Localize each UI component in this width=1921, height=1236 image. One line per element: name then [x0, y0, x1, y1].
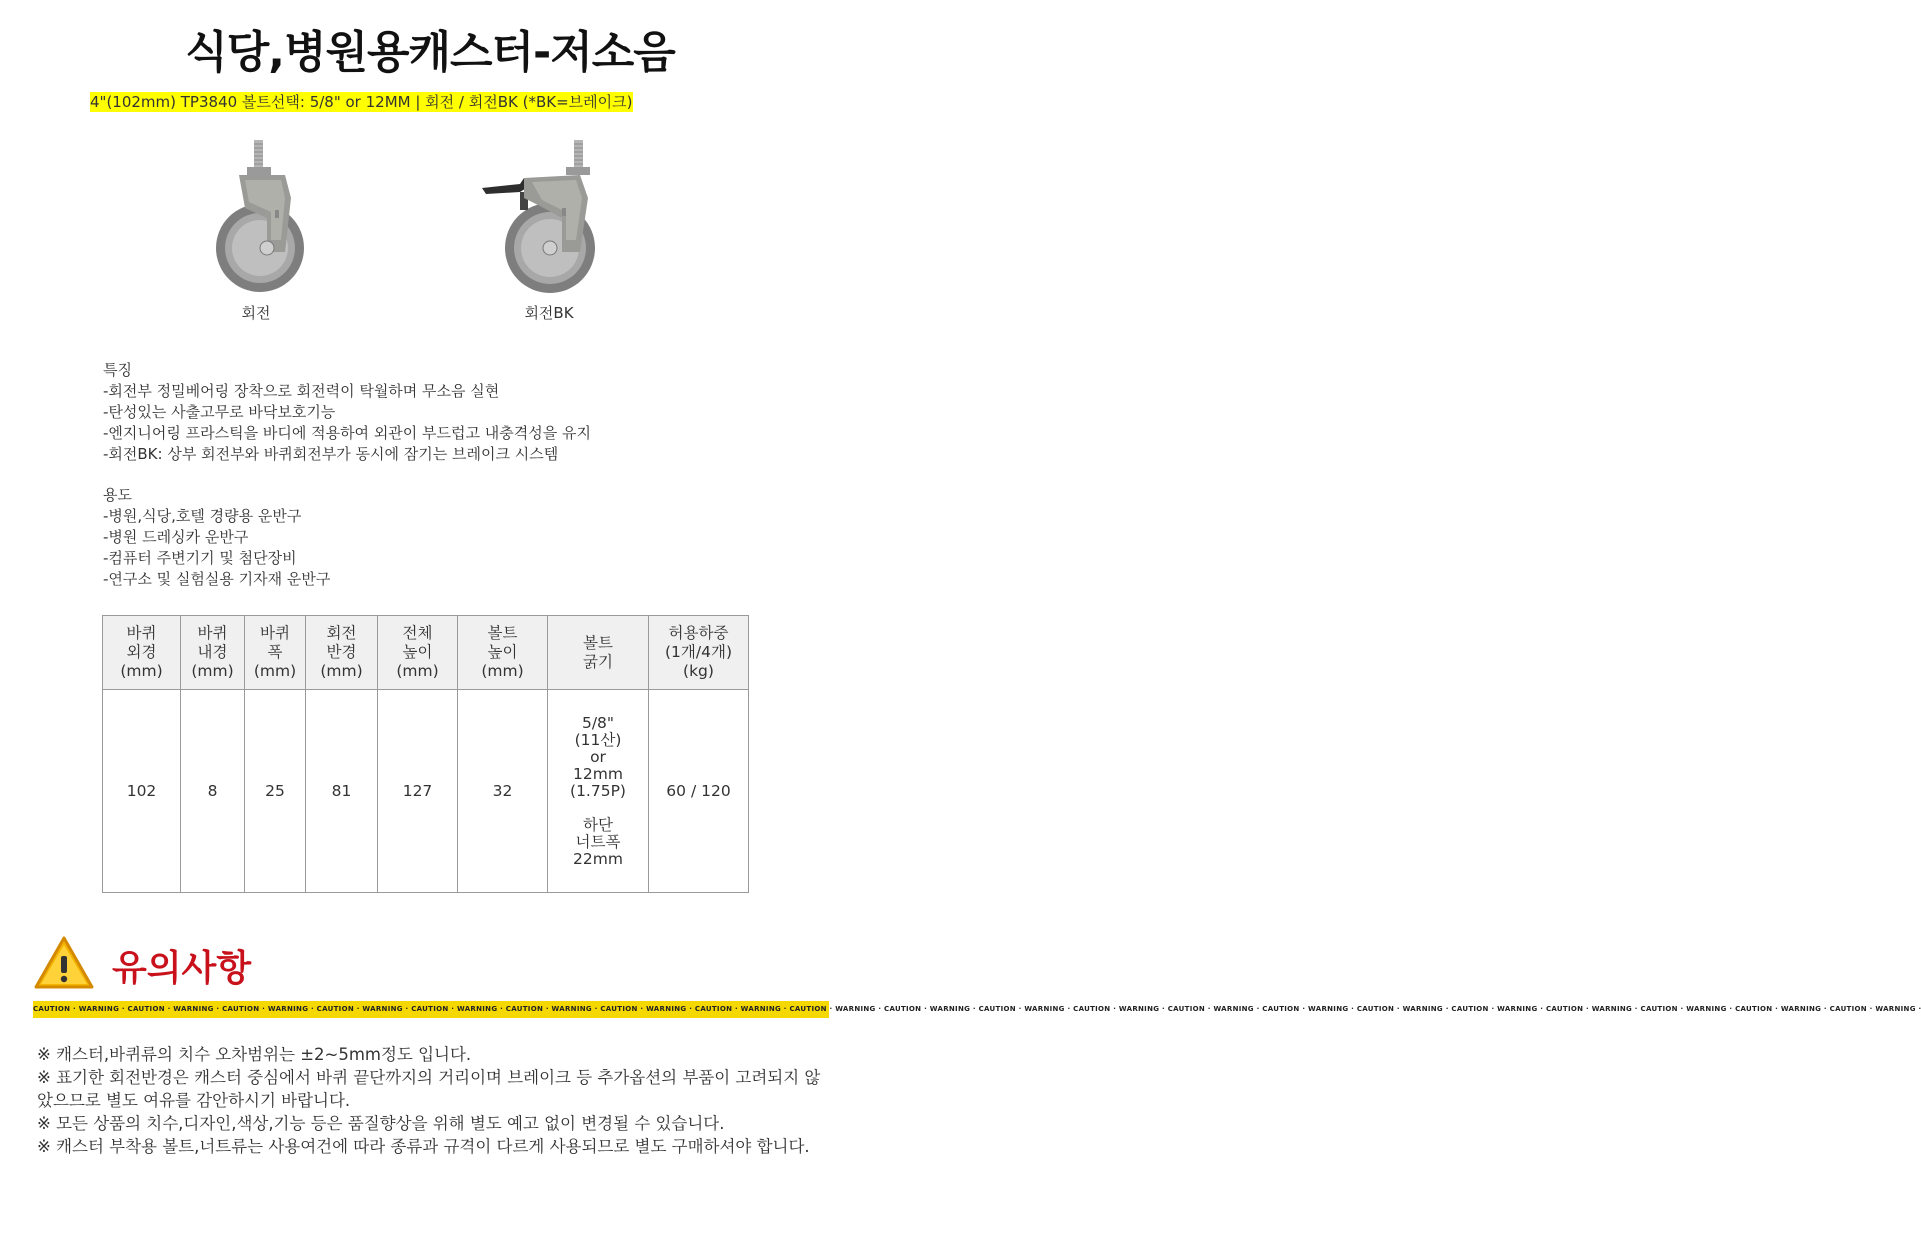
header-wheel-inner: 바퀴 내경 (mm) [181, 616, 245, 690]
header-bolt-height: 볼트 높이 (mm) [458, 616, 548, 690]
notes-section [37, 1043, 827, 1158]
feature-item: -탄성있는 사출고무로 바닥보호기능 [103, 403, 336, 421]
use-item: -병원 드레싱카 운반구 [103, 528, 249, 546]
subtitle-banner [90, 91, 633, 112]
spec-data-row [103, 690, 749, 893]
swivel-caster-image [205, 140, 315, 300]
features-heading: 특징 [103, 361, 132, 379]
table-cell: 32 [458, 690, 548, 893]
uses-heading: 용도 [103, 486, 132, 504]
subtitle-text: 4"(102mm) TP3840 볼트선택: 5/8" or 12MM | 회전 / 회전BK (*BK=브레이크) [90, 93, 633, 111]
note-item: ※ 캐스터 부착용 볼트,너트류는 사용여건에 따라 종류과 규격이 다르게 사용되므로 별도 구매하셔야 합니다. [37, 1137, 810, 1156]
table-cell: 81 [306, 690, 378, 893]
table-cell: 25 [245, 690, 306, 893]
use-item: -컴퓨터 주변기기 및 첨단장비 [103, 549, 297, 567]
note-item: ※ 모든 상품의 치수,디자인,색상,기능 등은 품질향상을 위해 별도 예고 없이 변경될 수 있습니다. [37, 1114, 725, 1133]
use-item: -병원,식당,호텔 경량용 운반구 [103, 507, 302, 525]
header-wheel-width: 바퀴 폭 (mm) [245, 616, 306, 690]
swivel-brake-caption: 회전BK [524, 304, 574, 322]
table-cell: 60 / 120 [649, 690, 749, 893]
header-swivel-radius: 회전 반경 (mm) [306, 616, 378, 690]
feature-item: -엔지니어링 프라스틱을 바디에 적용하여 외관이 부드럽고 내충격성을 유지 [103, 424, 591, 442]
uses-section [103, 485, 330, 590]
header-load-capacity: 허용하중 (1개/4개) (kg) [649, 616, 749, 690]
header-wheel-diameter: 바퀴 외경 (mm) [103, 616, 181, 690]
warning-triangle-icon [33, 935, 95, 995]
bolt-spec-cell: 5/8" (11산) or 12mm (1.75P) 하단 너트폭 22mm [548, 690, 649, 893]
swivel-brake-caster-image [480, 140, 610, 300]
swivel-caption: 회전 [241, 304, 271, 322]
features-section [103, 360, 591, 465]
caution-tape-text: CAUTION · WARNING · CAUTION · WARNING · CAUTION · WARNING · CAUTION · WARNING · CAUTION · WARNING · CAUTION · WARNING · CAUTION · WARNING · CAUTION · WARNING · CAUTION · WARNING · CAUTION · WARNING · CAUTION · WARNING · CAUTION · WARNING · CAUTION · WARNING · CAUTION · WARNING · CAUTION · WARNING · CAUTION · WARNING · CAUTION · WARNING · CAUTION · WARNING · CAUTION · WARNING · CAUTION · WARNING · [33, 1005, 1921, 1013]
header-bolt-thickness: 볼트 굵기 [548, 616, 649, 690]
feature-item: -회전부 정밀베어링 장착으로 회전력이 탁월하며 무소음 실현 [103, 382, 500, 400]
table-cell: 102 [103, 690, 181, 893]
header-total-height: 전체 높이 (mm) [378, 616, 458, 690]
use-item: -연구소 및 실험실용 기자재 운반구 [103, 570, 331, 588]
note-item: ※ 캐스터,바퀴류의 치수 오차범위는 ±2~5mm정도 입니다. [37, 1045, 472, 1064]
spec-header-row [103, 616, 749, 690]
page-title: 식당,병원용캐스터-저소음 [185, 27, 675, 78]
spec-table [102, 615, 749, 893]
table-cell: 127 [378, 690, 458, 893]
caution-tape [33, 1001, 1921, 1018]
feature-item: -회전BK: 상부 회전부와 바퀴회전부가 동시에 잠기는 브레이크 시스템 [103, 445, 559, 463]
table-cell: 8 [181, 690, 245, 893]
warning-title: 유의사항 [112, 948, 252, 989]
note-item: ※ 표기한 회전반경은 캐스터 중심에서 바퀴 끝단까지의 거리이며 브레이크 등 추가옵션의 부품이 고려되지 않았으므로 별도 여유를 감안하시기 바랍니다. [37, 1068, 821, 1110]
